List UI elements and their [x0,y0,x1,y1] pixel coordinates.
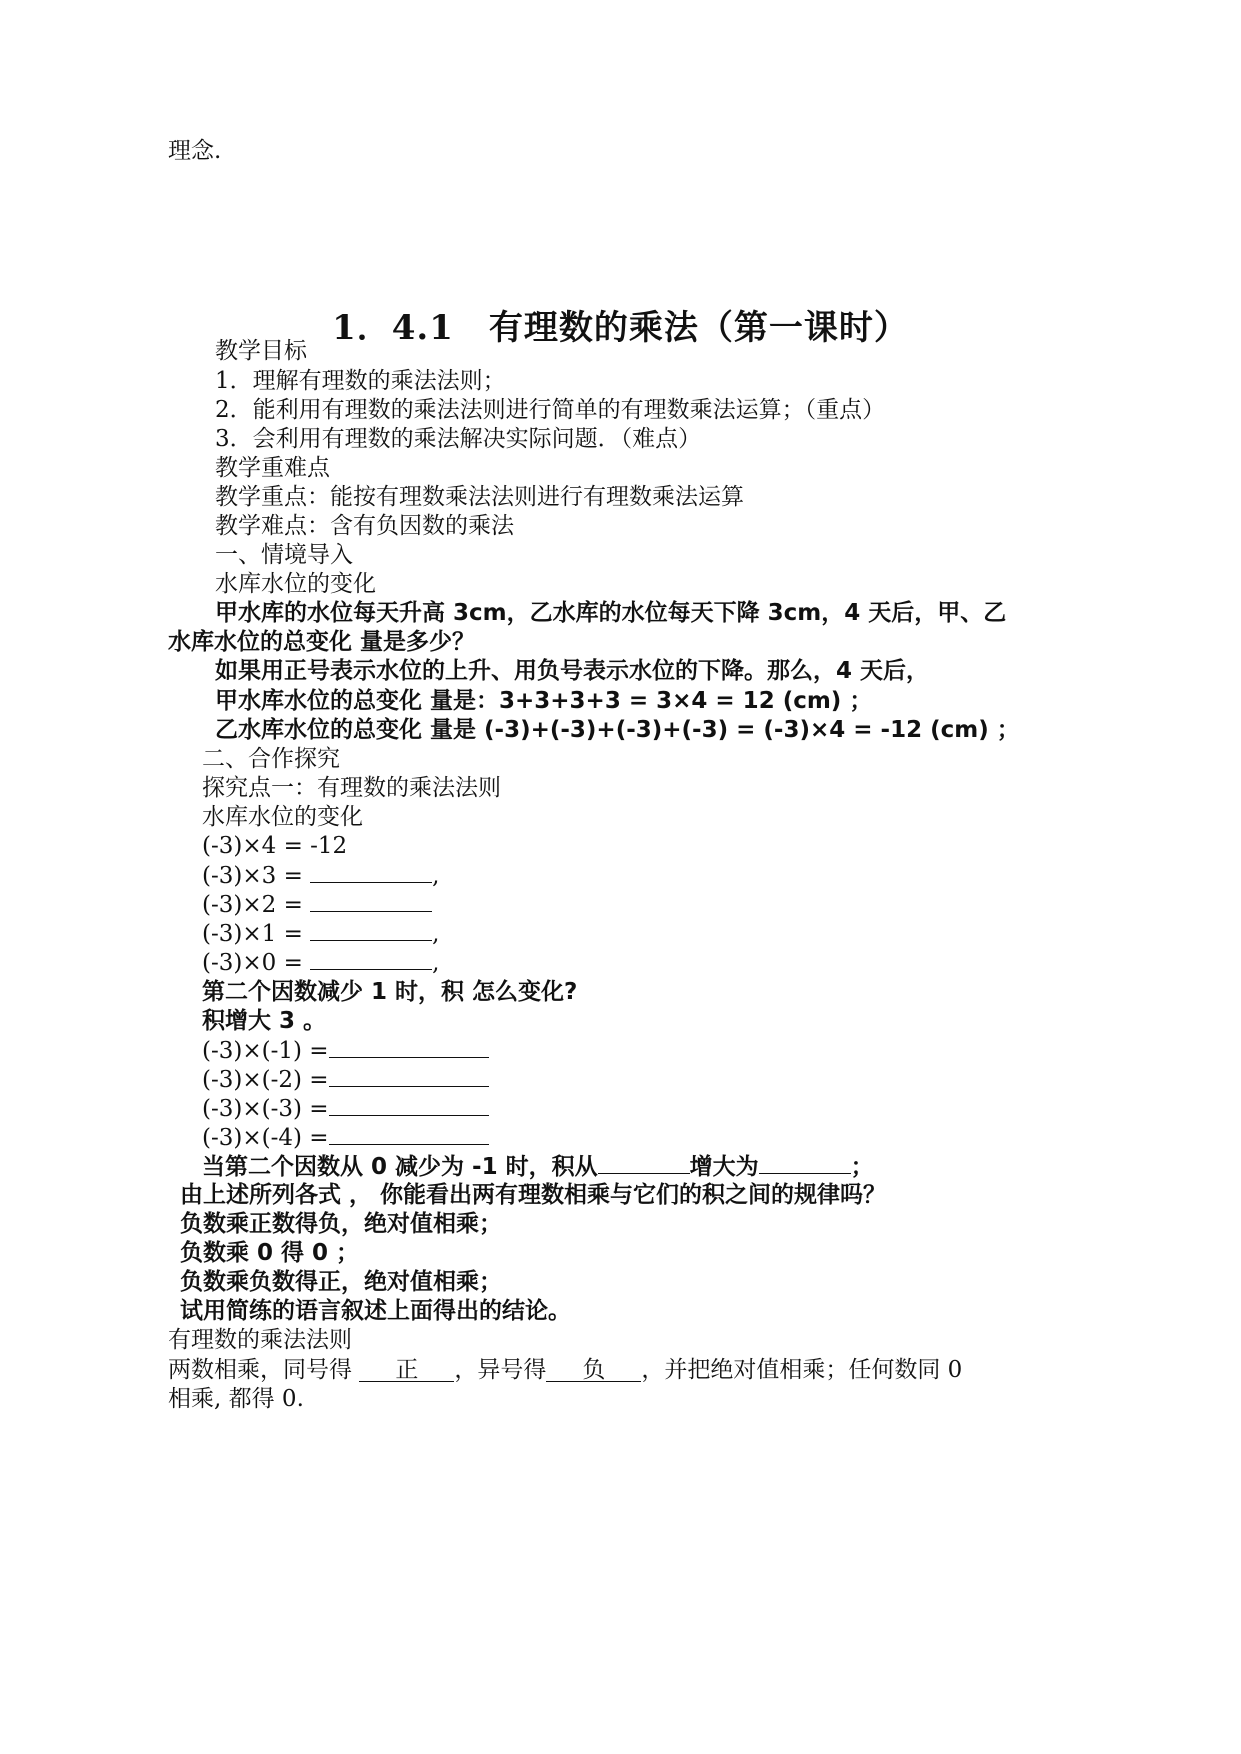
key-point: 教学重点：能按有理数乘法法则进行有理数乘法运算 [215,484,744,510]
answer-blank[interactable] [598,1151,690,1174]
rule-question: 由上述所列各式 ， 你能看出两有理数相乘与它们的积之间的规律吗？ [180,1182,887,1208]
equation-b-2 [202,1064,489,1095]
when-text-2: 增大为 [689,1154,759,1180]
question-line: 第二个因数减少 1 时，积 怎么变化? [202,979,578,1005]
page-title: 1．4.1 有理数的乘法（第一课时） [332,308,909,348]
equation-text: (-3)×1 = [202,921,311,947]
equation-text: (-3)×0 = [202,950,311,976]
goal-item-1: 1．理解有理数的乘法法则； [215,368,506,394]
law-text-1: 两数相乘，同号得 [168,1357,360,1383]
law-text-3: ，并把绝对值相乘；任何数同 0 [641,1357,963,1383]
equation-suffix: , [432,863,440,889]
equation-text: (-3)×(-1) = [202,1038,329,1064]
equation-b-4 [202,1122,489,1153]
yi-line: 乙水库水位的总变化 量是 (-3)+(-3)+(-3)+(-3) = (-3)×4 = -12 (cm) ； [215,717,1020,743]
equation-text: (-3)×(-4) = [202,1125,329,1151]
equation-text: (-3)×(-3) = [202,1096,329,1122]
law-heading: 有理数的乘法法则 [168,1327,352,1353]
rule-2: 负数乘 0 得 0 ； [180,1240,360,1266]
equation-text: (-3)×(-2) = [202,1067,329,1093]
answer-blank[interactable] [310,918,432,941]
problem-line-1: 甲水库的水位每天升高 3cm，乙水库的水位每天下降 3cm，4 天后，甲、乙 [215,600,1007,626]
filled-blank-same-sign: 正 [359,1359,454,1382]
problem-line-2: 水库水位的总变化 量是多少？ [168,629,476,655]
equation-a-1 [202,860,439,891]
answer-line: 积增大 3 。 [202,1008,327,1034]
answer-blank[interactable] [329,1122,489,1145]
when-text-3: ； [850,1154,874,1180]
equation-text: (-3)×2 = [202,892,311,918]
equation-base: (-3)×4 = -12 [202,833,348,859]
section1-heading: 一、情境导入 [215,542,353,568]
goals-heading: 教学目标 [215,338,307,364]
equation-text: (-3)×3 = [202,863,311,889]
rule-4: 试用简练的语言叙述上面得出的结论。 [180,1298,571,1324]
filled-blank-diff-sign: 负 [546,1359,641,1382]
section1-subheading: 水库水位的变化 [215,571,376,597]
answer-blank[interactable] [310,889,432,912]
jia-line: 甲水库水位的总变化 量是：3+3+3+3 = 3×4 = 12 (cm) ； [215,688,873,714]
equation-b-1 [202,1035,489,1066]
answer-blank[interactable] [310,947,432,970]
answer-blank[interactable] [329,1035,489,1058]
answer-blank[interactable] [329,1064,489,1087]
equation-b-3 [202,1093,489,1124]
goal-item-3: 3．会利用有理数的乘法解决实际问题．（难点） [215,426,702,452]
answer-blank[interactable] [759,1151,851,1174]
equation-suffix: , [432,950,440,976]
section2-heading: 二、合作探究 [202,746,340,772]
law-text-2: ，异号得 [454,1357,547,1383]
equation-suffix: , [432,921,440,947]
answer-blank[interactable] [310,860,432,883]
explore-point-1: 探究点一：有理数的乘法法则 [202,775,501,801]
goal-item-2: 2．能利用有理数的乘法法则进行简单的有理数乘法运算；（重点） [215,397,886,423]
answer-blank[interactable] [329,1093,489,1116]
equation-a-2 [202,889,432,920]
law-line-2: 相乘, 都得 0. [168,1386,304,1412]
rule-3: 负数乘负数得正，绝对值相乘； [180,1269,502,1295]
equation-a-4 [202,947,439,978]
section2-subheading: 水库水位的变化 [202,804,363,830]
assume-line: 如果用正号表示水位的上升、用负号表示水位的下降。那么，4 天后， [215,658,930,684]
top-text: 理念. [168,138,222,164]
keypoints-heading: 教学重难点 [215,455,330,481]
difficulty-point: 教学难点：含有负因数的乘法 [215,513,514,539]
when-line [202,1151,874,1182]
when-text-1: 当第二个因数从 0 减少为 -1 时，积从 [202,1154,598,1180]
rule-1: 负数乘正数得负，绝对值相乘； [180,1211,502,1237]
law-line-1 [168,1355,962,1385]
equation-a-3 [202,918,439,949]
